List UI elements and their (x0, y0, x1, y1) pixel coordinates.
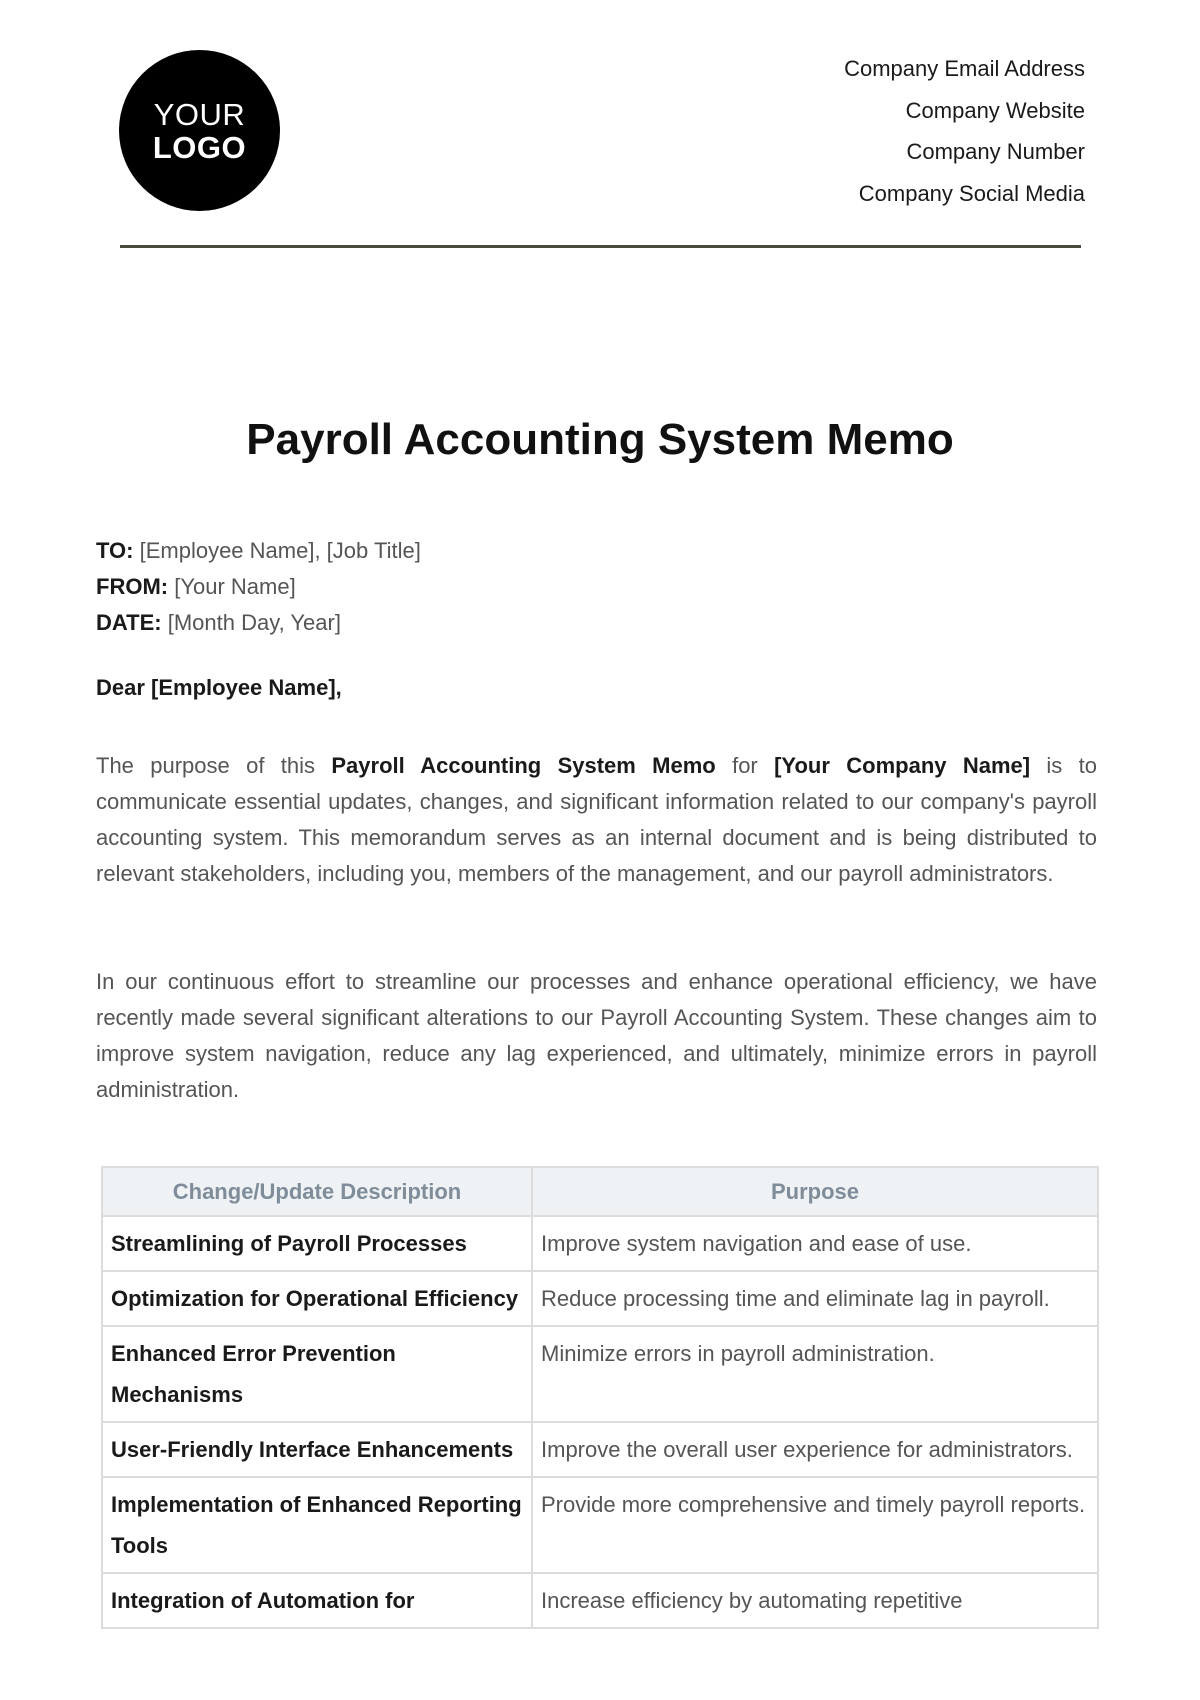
row-description: Implementation of Enhanced Reporting Tools (102, 1477, 532, 1573)
memo-title: Payroll Accounting System Memo (246, 415, 954, 464)
row-purpose: Reduce processing time and eliminate lag in payroll. (532, 1271, 1098, 1326)
header-divider (120, 245, 1081, 248)
row-purpose: Increase efficiency by automating repetitive (532, 1573, 1098, 1628)
to-line (96, 533, 421, 569)
row-purpose: Minimize errors in payroll administration. (532, 1326, 1098, 1422)
logo-line-1: YOUR (153, 96, 246, 132)
from-value: [Your Name] (168, 574, 296, 599)
date-label: DATE: (96, 610, 162, 635)
company-email: Company Email Address (844, 56, 1085, 81)
row-purpose: Improve system navigation and ease of use. (532, 1216, 1098, 1271)
table-header-row (102, 1167, 1098, 1216)
date-line (96, 605, 421, 641)
row-purpose: Improve the overall user experience for administrators. (532, 1422, 1098, 1477)
intro-company-name: [Your Company Name] (774, 753, 1031, 778)
changes-paragraph: In our continuous effort to streamline our processes and enhance operational efficiency, we have recently made several significant alterations to our Payroll Accounting System. These changes aim to improve system navigation, reduce any lag experienced, and ultimately, minimize errors in payroll administration. (96, 969, 1097, 1102)
header-purpose: Purpose (532, 1167, 1098, 1216)
intro-paragraph (96, 748, 1097, 892)
company-number: Company Number (906, 139, 1085, 164)
row-description: Streamlining of Payroll Processes (102, 1216, 532, 1271)
to-value: [Employee Name], [Job Title] (133, 538, 421, 563)
to-label: TO: (96, 538, 134, 563)
table-row (102, 1477, 1098, 1573)
date-value: [Month Day, Year] (161, 610, 341, 635)
row-description: User-Friendly Interface Enhancements (102, 1422, 532, 1477)
company-website: Company Website (905, 97, 1085, 123)
changes-table (101, 1166, 1099, 1629)
table-row (102, 1326, 1098, 1422)
table-row (102, 1422, 1098, 1477)
table-row (102, 1573, 1098, 1628)
from-line (96, 569, 421, 605)
table-row (102, 1271, 1098, 1326)
memo-meta (96, 533, 421, 641)
row-description: Optimization for Operational Efficiency (102, 1271, 532, 1326)
logo-line-2: LOGO (152, 129, 247, 165)
row-description: Enhanced Error Prevention Mechanisms (102, 1326, 532, 1422)
intro-text-2: for (715, 753, 775, 778)
company-logo (119, 50, 280, 211)
salutation: Dear [Employee Name], (96, 675, 342, 700)
row-purpose: Provide more comprehensive and timely payroll reports. (532, 1477, 1098, 1573)
intro-text-3: is to communicate essential updates, changes, and significant information related to our company's payroll accounting system. This memorandum serves as an internal document and is being distributed to relevant stakeholders, including you, members of the management, and our payroll administrators. (96, 753, 1097, 886)
intro-memo-name: Payroll Accounting System Memo (331, 753, 716, 778)
row-description: Integration of Automation for (102, 1573, 532, 1628)
from-label: FROM: (96, 574, 169, 599)
company-social-media: Company Social Media (858, 180, 1085, 206)
header-description: Change/Update Description (102, 1167, 532, 1216)
intro-text-1: The purpose of this (96, 753, 332, 778)
company-contact-block (844, 52, 1085, 218)
table-row (102, 1216, 1098, 1271)
